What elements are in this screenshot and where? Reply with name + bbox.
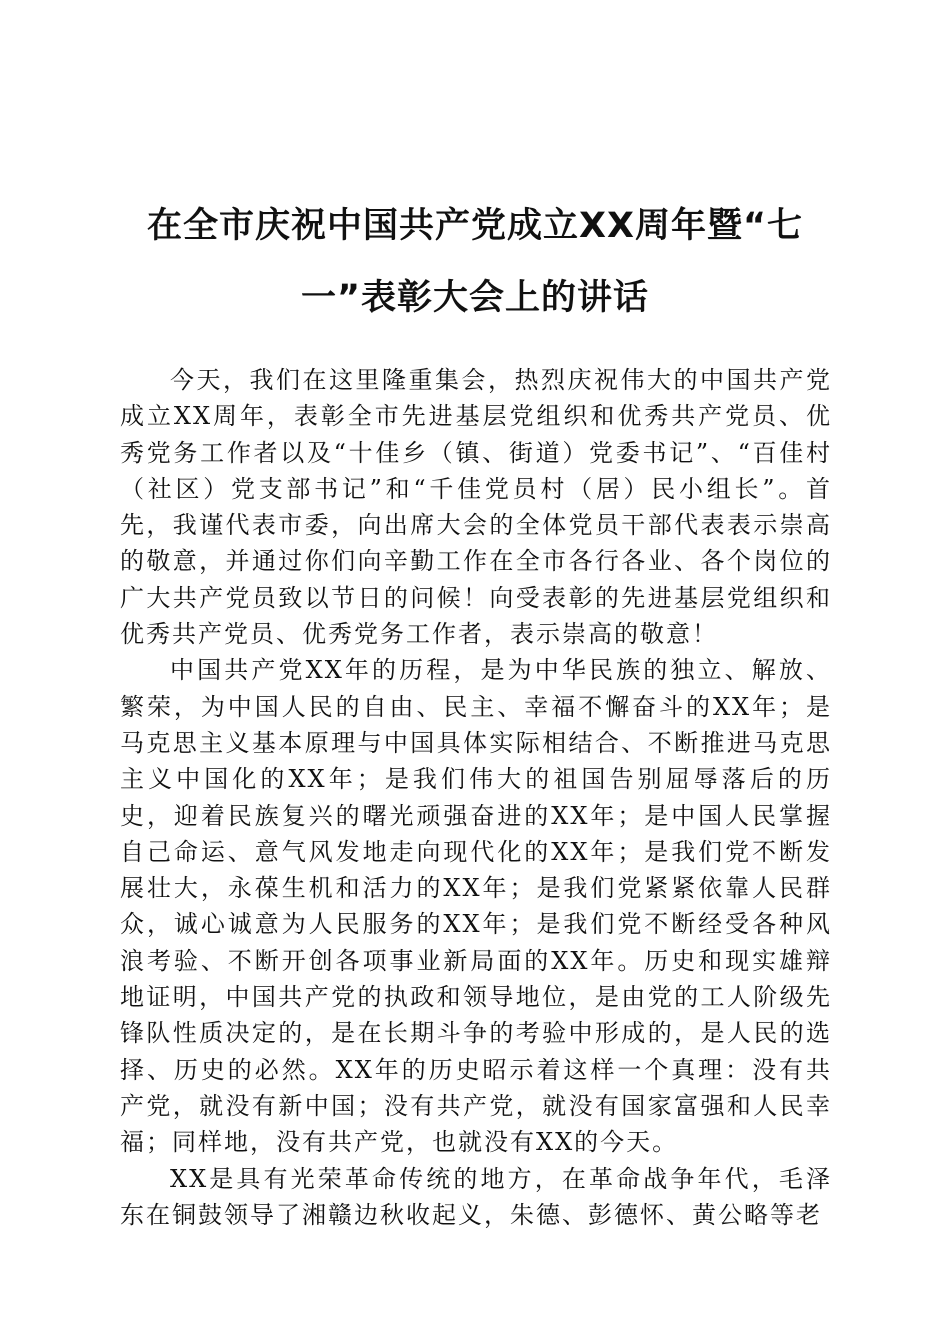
paragraph-3: XX是具有光荣革命传统的地方，在革命战争年代，毛泽东在铜鼓领导了湘赣边秋收起义，朱德、彭德怀、黄公略等老 bbox=[120, 1164, 832, 1229]
title-line-1: 在全市庆祝中国共产党成立XX周年暨“七 bbox=[147, 206, 803, 246]
document-body bbox=[120, 362, 832, 1233]
paragraph-2: 中国共产党XX年的历程，是为中华民族的独立、解放、繁荣，为中国人民的自由、民主、幸福不懈奋斗的XX年；是马克思主义基本原理与中国具体实际相结合、不断推进马克思主义中国化的XX年；是我们伟大的祖国告别屈辱落后的历史，迎着民族复兴的曙光顽强奋进的XX年；是中国人民掌握自己命运、意气风发地走向现代化的XX年；是我们党不断发展壮大，永葆生机和活力的XX年；是我们党紧紧依靠人民群众，诚心诚意为人民服务的XX年；是我们党不断经受各种风浪考验、不断开创各项事业新局面的XX年。历史和现实雄辩地证明，中国共产党的执政和领导地位，是由党的工人阶级先锋队性质决定的，是在长期斗争的考验中形成的，是人民的选择、历史的必然。XX年的历史昭示着这样一个真理：没有共产党，就没有新中国；没有共产党，就没有国家富强和人民幸福；同样地，没有共产党，也就没有XX的今天。 bbox=[120, 656, 832, 1157]
document-title bbox=[120, 190, 830, 334]
title-line-2: 一”表彰大会上的讲话 bbox=[300, 278, 649, 318]
paragraph-1: 今天，我们在这里隆重集会，热烈庆祝伟大的中国共产党成立XX周年，表彰全市先进基层党组织和优秀共产党员、优秀党务工作者以及“十佳乡（镇、街道）党委书记”、“百佳村（社区）党支部书记”和“千佳党员村（居）民小组长”。首先，我谨代表市委，向出席大会的全体党员干部代表表示崇高的敬意，并通过你们向辛勤工作在全市各行各业、各个岗位的广大共产党员致以节日的问候！向受表彰的先进基层党组织和优秀共产党员、优秀党务工作者，表示崇高的敬意！ bbox=[120, 366, 832, 649]
